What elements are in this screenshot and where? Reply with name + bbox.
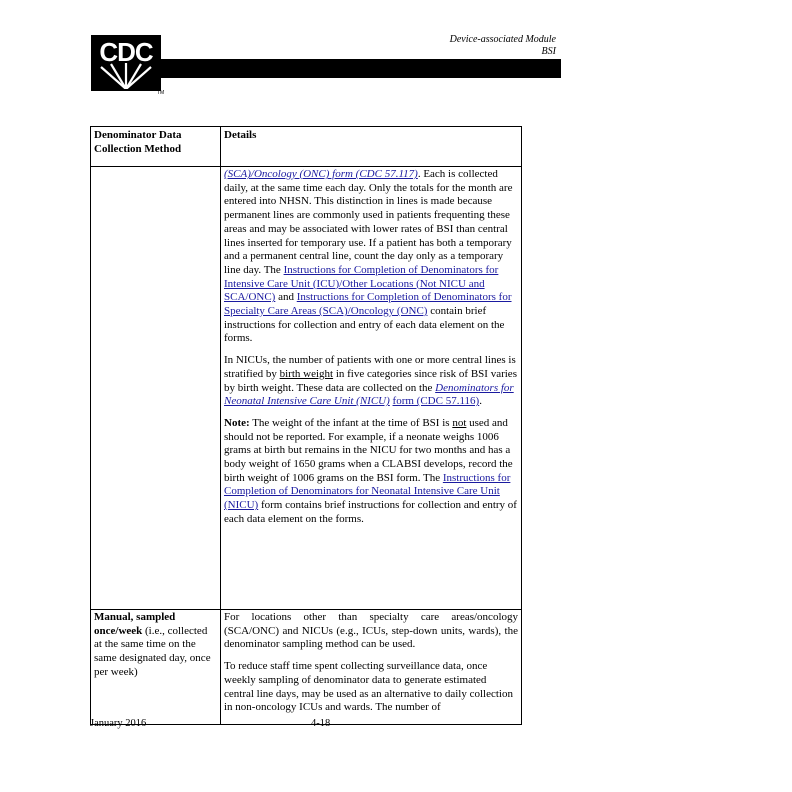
text: In NICUs, the number of patients with one or more central lines is stratified by <box>224 354 516 380</box>
module-subtitle: BSI <box>541 46 556 57</box>
col1-header: Denominator Data Collection Method <box>91 127 221 167</box>
module-header <box>450 34 556 58</box>
trademark: TM <box>157 90 165 96</box>
col2-header: Details <box>221 127 522 167</box>
nicu-instructions-link[interactable]: Instructions for Completion of Denominators for Neonatal Intensive Care Unit (NICU) <box>224 471 511 512</box>
birth-weight-text: birth weight <box>279 367 334 380</box>
text: The weight of the infant at the time of BSI is <box>249 416 453 429</box>
method-cell <box>91 610 221 725</box>
cdc-logo <box>91 35 161 91</box>
method-cell-empty <box>91 167 221 610</box>
denominator-table <box>90 126 522 725</box>
not-text: not <box>452 416 467 429</box>
details-note <box>224 417 518 527</box>
nicu-denominator-link[interactable]: Denominators for Neonatal Intensive Care Unit (NICU) <box>224 381 514 408</box>
sca-instructions-link[interactable]: Instructions for Completion of Denominators for Specialty Care Areas (SCA)/Oncology (ONC) <box>224 291 512 318</box>
module-title: Device-associated Module <box>449 34 556 45</box>
text: contain brief instructions for collection and entry of each data element on the forms. <box>224 305 505 345</box>
footer-page-number: 4-18 <box>311 718 331 729</box>
table-header-row <box>91 127 522 167</box>
icu-instructions-link[interactable]: Instructions for Completion of Denominators for Intensive Care Unit (ICU)/Other Locations (Not NICU and SCA/ONC) <box>224 263 499 304</box>
cdc-logo-text: CDC <box>99 37 153 67</box>
text: form contains brief instructions for collection and entry of each data element on the forms. <box>224 499 517 525</box>
sampling-paragraph-2: To reduce staff time spent collecting surveillance data, once weekly sampling of denominator data to generate estimated central line days, may be used as an alternative to daily collection in non-oncology ICUs and wards. The number of <box>224 660 513 714</box>
footer-date: January 2016 <box>90 718 147 729</box>
sampling-paragraph-1: For locations other than specialty care areas/oncology (SCA/ONC) and NICUs (e.g., ICUs, step-down units, wards), the denominator sampling method can be used. <box>224 611 518 651</box>
text: used and should not be reported. For example, if a neonate weighs 1006 grams at birth but remains in the NICU for two months and has a body weight of 1650 grams when a CLABSI develops, record the birth weight of 1006 grams on the BSI form. The <box>224 416 513 484</box>
nicu-form-link[interactable]: form (CDC 57.116) <box>392 395 480 408</box>
table-row <box>91 167 522 610</box>
note-label: Note: <box>224 416 250 429</box>
text: in five categories since risk of BSI varies by birth weight. These data are collected on the <box>224 367 517 394</box>
text: . Each is collected daily, at the same time each day. Only the totals for the month are entered into NHSN. This distinction in lines is made because permanent lines are commonly used in patients frequenting these areas and may be associated with lower rates of BSI than central lines inserted for temporary use. If a patient has both a temporary and a permanent central line, count the day only as a temporary line day. The <box>224 168 513 276</box>
details-paragraph-2 <box>224 354 518 409</box>
sca-onc-form-link[interactable]: (SCA)/Oncology (ONC) form (CDC 57.117) <box>224 168 418 180</box>
text: . <box>479 395 482 408</box>
details-paragraph-1 <box>224 168 518 346</box>
method-description: (i.e., collected at the same time on the same designated day, once per week) <box>94 624 211 678</box>
header-bar <box>161 59 561 78</box>
details-cell <box>221 610 522 725</box>
text: and <box>275 291 297 304</box>
details-cell <box>221 167 522 610</box>
table-row <box>91 610 522 725</box>
method-label: Manual, sampled once/week <box>94 611 176 637</box>
